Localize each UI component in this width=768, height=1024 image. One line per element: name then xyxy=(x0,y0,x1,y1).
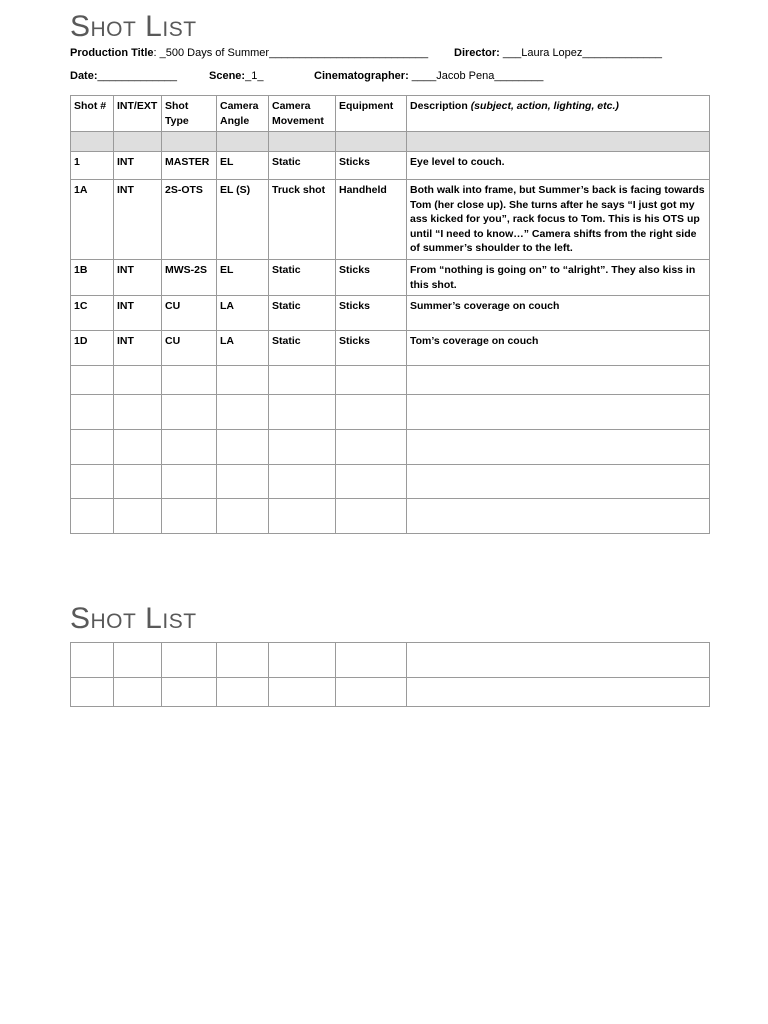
scene-value[interactable]: _1_ xyxy=(245,70,264,82)
table-empty-row xyxy=(71,499,710,534)
table-empty-row xyxy=(71,395,710,430)
cell-description[interactable]: Both walk into frame, but Summer’s back is facing towards Tom (her close up). She turns after he says “I just got my ass kicked for you”, rack focus to Tom. This is his OTS up until “I need to know…” Camera shifts from the right side of summer’s shoulder to the left. xyxy=(407,180,710,260)
director-value[interactable]: ___Laura Lopez_____________ xyxy=(499,47,662,59)
table-row xyxy=(71,260,710,296)
cell-equipment[interactable]: Sticks xyxy=(336,331,407,366)
page-title: Shot List xyxy=(70,10,197,43)
scene-line xyxy=(209,70,263,82)
header-shot-type: Shot Type xyxy=(162,96,217,132)
production-title-line xyxy=(70,47,428,59)
cell-shot-type[interactable]: 2S-OTS xyxy=(162,180,217,260)
cell-shot-type[interactable]: MASTER xyxy=(162,152,217,180)
cell-int-ext[interactable]: INT xyxy=(114,331,162,366)
cell-camera-angle[interactable]: EL xyxy=(217,260,269,296)
header-shot-number: Shot # xyxy=(71,96,114,132)
production-title-value[interactable]: : _500 Days of Summer__________________________ xyxy=(153,47,429,59)
cinematographer-label: Cinematographer: xyxy=(314,70,409,82)
scene-label: Scene: xyxy=(209,70,246,82)
header-equipment: Equipment xyxy=(336,96,407,132)
cell-camera-movement[interactable]: Static xyxy=(269,296,336,331)
page-title-second: Shot List xyxy=(70,602,197,635)
table-header-row xyxy=(71,96,710,132)
cell-description[interactable]: From “nothing is going on” to “alright”. They also kiss in this shot. xyxy=(407,260,710,296)
cell-shot-number[interactable]: 1A xyxy=(71,180,114,260)
cell-shot-type[interactable]: CU xyxy=(162,296,217,331)
header-description xyxy=(407,96,710,132)
cinematographer-line xyxy=(314,70,543,82)
cell-description[interactable]: Eye level to couch. xyxy=(407,152,710,180)
cell-shot-type[interactable]: MWS-2S xyxy=(162,260,217,296)
header-camera-angle: Camera Angle xyxy=(217,96,269,132)
director-label: Director: xyxy=(454,47,500,59)
date-label: Date: xyxy=(70,70,98,82)
table-row xyxy=(71,296,710,331)
cell-camera-movement[interactable]: Static xyxy=(269,260,336,296)
table-row xyxy=(71,152,710,180)
cell-camera-angle[interactable]: EL (S) xyxy=(217,180,269,260)
cell-camera-angle[interactable]: LA xyxy=(217,296,269,331)
cell-camera-angle[interactable]: LA xyxy=(217,331,269,366)
table-empty-row xyxy=(71,643,710,678)
cell-camera-angle[interactable]: EL xyxy=(217,152,269,180)
cell-camera-movement[interactable]: Static xyxy=(269,152,336,180)
cell-int-ext[interactable]: INT xyxy=(114,180,162,260)
cell-description[interactable]: Summer’s coverage on couch xyxy=(407,296,710,331)
cell-shot-number[interactable]: 1 xyxy=(71,152,114,180)
header-description-label: Description xyxy=(410,100,471,112)
cell-equipment[interactable]: Sticks xyxy=(336,260,407,296)
header-int-ext: INT/EXT xyxy=(114,96,162,132)
shot-list-table xyxy=(70,95,710,534)
director-line xyxy=(454,47,662,59)
date-line xyxy=(70,70,177,82)
cinematographer-value[interactable]: ____Jacob Pena________ xyxy=(408,70,544,82)
date-value[interactable]: _____________ xyxy=(97,70,178,82)
cell-equipment[interactable]: Sticks xyxy=(336,152,407,180)
production-title-label: Production Title xyxy=(70,47,154,59)
cell-shot-number[interactable]: 1C xyxy=(71,296,114,331)
cell-int-ext[interactable]: INT xyxy=(114,260,162,296)
cell-int-ext[interactable]: INT xyxy=(114,152,162,180)
cell-camera-movement[interactable]: Truck shot xyxy=(269,180,336,260)
cell-description[interactable]: Tom’s coverage on couch xyxy=(407,331,710,366)
table-empty-row xyxy=(71,430,710,465)
table-shaded-row xyxy=(71,132,710,152)
cell-camera-movement[interactable]: Static xyxy=(269,331,336,366)
table-empty-row xyxy=(71,678,710,707)
cell-int-ext[interactable]: INT xyxy=(114,296,162,331)
table-empty-row xyxy=(71,366,710,395)
table-empty-row xyxy=(71,465,710,499)
table-row xyxy=(71,180,710,260)
header-camera-movement: Camera Movement xyxy=(269,96,336,132)
table-row xyxy=(71,331,710,366)
cell-equipment[interactable]: Handheld xyxy=(336,180,407,260)
header-description-note: (subject, action, lighting, etc.) xyxy=(470,100,619,112)
cell-equipment[interactable]: Sticks xyxy=(336,296,407,331)
cell-shot-type[interactable]: CU xyxy=(162,331,217,366)
cell-shot-number[interactable]: 1B xyxy=(71,260,114,296)
cell-shot-number[interactable]: 1D xyxy=(71,331,114,366)
shot-list-table-second xyxy=(70,642,710,707)
